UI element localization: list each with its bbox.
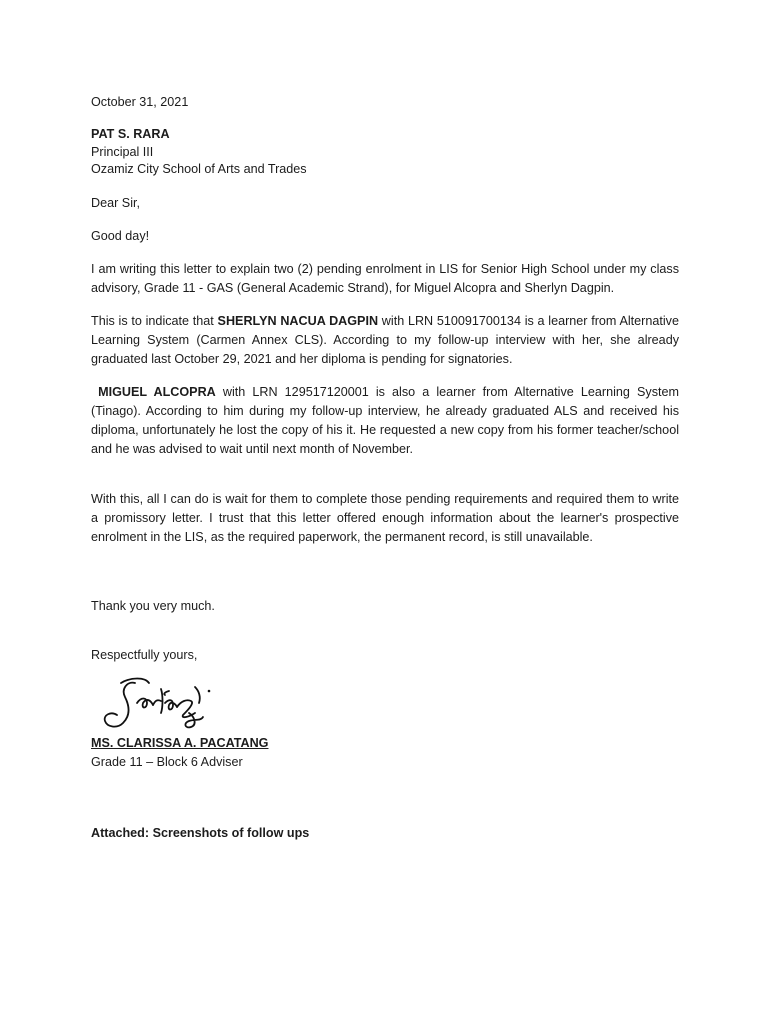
intro-paragraph: I am writing this letter to explain two (2) pending enrolment in LIS for Senior High School under my class advisory, Grade 11 - GAS (General Academic Strand), for Miguel Alcopra and Sherlyn Dagpin.: [91, 261, 679, 295]
letter-date: October 31, 2021: [91, 95, 189, 109]
thanks-line: Thank you very much.: [91, 598, 215, 613]
paragraph-dagpin-rest: with LRN 510091700134 is a learner from Alternative Learning System (Carmen Annex CLS). According to my follow-up interview with her, she already graduated last October 29, 2021 and her diploma is pending for signatories.: [91, 313, 679, 366]
student-name-dagpin: SHERLYN NACUA DAGPIN: [217, 313, 379, 328]
handwritten-signature-icon: [91, 667, 261, 735]
paragraph-dagpin: [91, 312, 679, 369]
attachment-note: Attached: Screenshots of follow ups: [91, 825, 310, 840]
closing-paragraph: With this, all I can do is wait for them to complete those pending requirements and required them to write a promissory letter. I trust that this letter offered enough information about the learner's prospective enrolment in the LIS, as the required paperwork, the permanent record, is still unavailable.: [91, 491, 679, 544]
student-name-alcopra: MIGUEL ALCOPRA: [98, 384, 216, 399]
letter-body: [91, 93, 679, 843]
recipient-title: Principal III: [91, 144, 154, 159]
paragraph-alcopra: [91, 383, 679, 459]
greeting: Good day!: [91, 228, 150, 243]
signature-svg: [91, 667, 261, 735]
recipient-block: [91, 126, 679, 179]
signer-name: MS. CLARISSA A. PACATANG: [91, 735, 269, 750]
recipient-name: PAT S. RARA: [91, 127, 170, 141]
recipient-school: Ozamiz City School of Arts and Trades: [91, 162, 307, 176]
salutation: Dear Sir,: [91, 195, 140, 210]
signer-title: Grade 11 – Block 6 Adviser: [91, 754, 243, 769]
paragraph-dagpin-lead: This is to indicate that: [91, 313, 218, 328]
paragraph-alcopra-rest: with LRN 129517120001 is also a learner from Alternative Learning System (Tinago). According to him during my follow-up interview, he already graduated ALS and received his diploma, unfortunately he lost the copy of his it. He requested a new copy from his former teacher/school and he was advised to wait until next month of November.: [91, 384, 679, 456]
complimentary-close: Respectfully yours,: [91, 647, 198, 662]
